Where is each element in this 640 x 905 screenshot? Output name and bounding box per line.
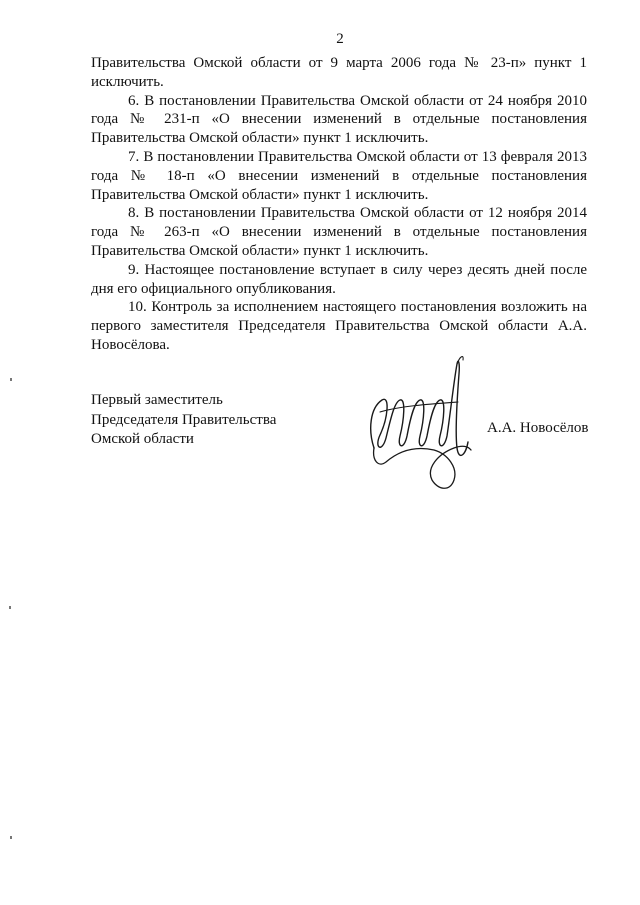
signatory-name: А.А. Новосёлов [487,420,589,436]
page-number: 2 [336,31,344,47]
paragraph-7: 7. В постановлении Правительства Омской области от 13 февраля 2013 года № 18-п «О внесении изменений в отдельные постановления Правительства Омской области» пункт 1 исключить. [91,148,587,203]
paragraph-8: 8. В постановлении Правительства Омской области от 12 ноября 2014 года № 263-п «О внесении изменений в отдельные постановления Правительства Омской области» пункт 1 исключить. [91,205,587,259]
paragraph-continuation: Правительства Омской области от 9 марта 2006 года № 23-п» пункт 1 исключить. [91,55,587,90]
paragraph-9: 9. Настоящее постановление вступает в силу через десять дней после дня его официального опубликования. [91,261,587,297]
signatory-title-line: Омской области [91,431,194,447]
paragraph-6: 6. В постановлении Правительства Омской области от 24 ноября 2010 года № 231-п «О внесении изменений в отдельные постановления Правительства Омской области» пункт 1 исключить. [91,92,587,147]
document-body [91,54,587,355]
signatory-title-line: Первый заместитель [91,392,223,408]
handwritten-signature [360,350,475,495]
signatory-title-line: Председателя Правительства [91,411,277,428]
scan-speck [10,378,12,381]
scan-speck [9,606,11,609]
signatory-title [91,391,276,450]
scan-speck [10,836,12,839]
paragraph-10: 10. Контроль за исполнением настоящего постановления возложить на первого заместителя Председателя Правительства Омской области А.А. Новосёлова. [91,299,587,353]
